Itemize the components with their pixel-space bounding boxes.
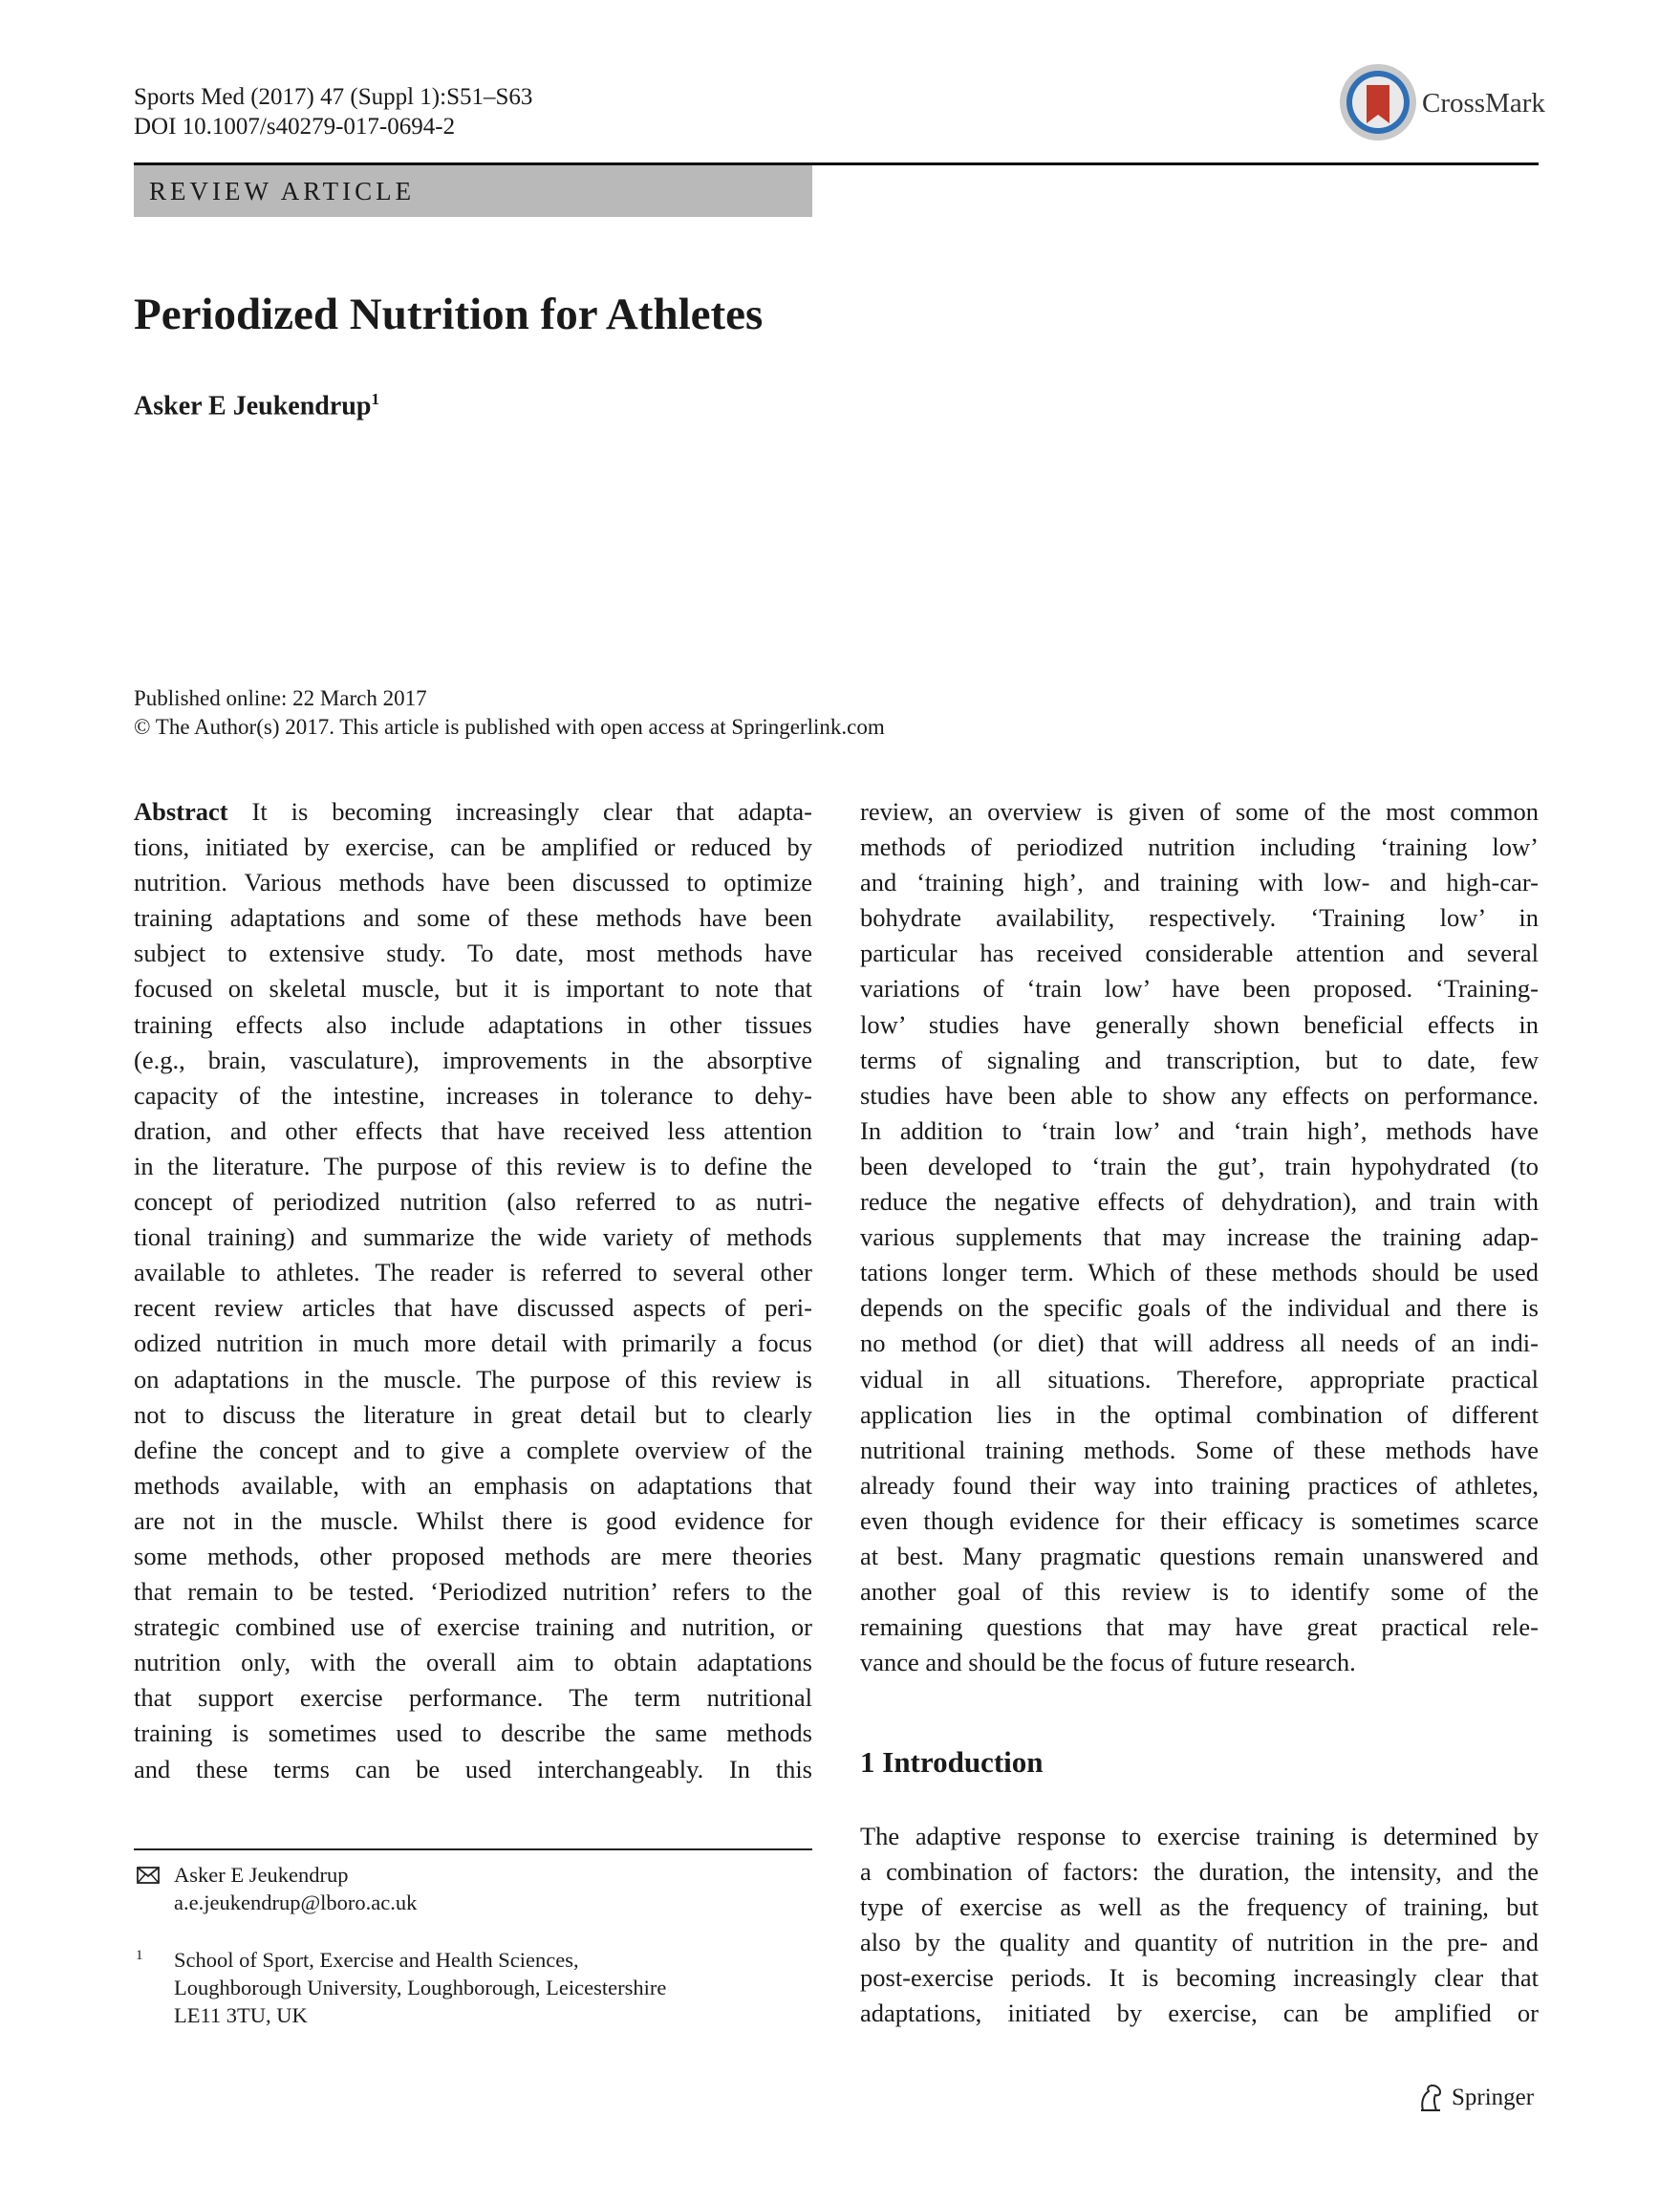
text-line: focused on skeletal muscle, but it is important to note that <box>134 974 812 1004</box>
author-line <box>134 390 379 421</box>
article-title: Periodized Nutrition for Athletes <box>134 290 764 339</box>
section-heading-introduction: 1 Introduction <box>860 1745 1044 1779</box>
author-name[interactable]: Asker E Jeukendrup <box>134 391 372 421</box>
article-type-banner: REVIEW ARTICLE <box>134 165 812 217</box>
doi: DOI 10.1007/s40279-017-0694-2 <box>134 114 456 140</box>
text-line: and these terms can be used interchangeably. In this <box>134 1754 812 1783</box>
text-line: terms of signaling and transcription, but to date, few <box>860 1045 1539 1074</box>
affiliation-number: 1 <box>136 1948 143 1963</box>
crossmark-badge[interactable] <box>1338 59 1558 145</box>
text-line: concept of periodized nutrition (also referred to as nutri- <box>134 1187 812 1217</box>
text-line: (e.g., brain, vasculature), improvements in the absorptive <box>134 1045 812 1074</box>
introduction-text <box>860 1819 1539 2032</box>
text-line: remaining questions that may have great practical rele- <box>860 1612 1539 1642</box>
text-line: depends on the specific goals of the individual and there is <box>860 1293 1539 1323</box>
text-line: studies have been able to show any effects on performance. <box>860 1080 1539 1110</box>
abstract-label: Abstract <box>134 797 228 826</box>
abstract-text: It is becoming increasingly clear that adapta- <box>251 797 812 826</box>
journal-citation-block <box>134 82 532 141</box>
affiliation-line: Loughborough University, Loughborough, Leicestershire <box>174 1976 667 1999</box>
journal-citation: Sports Med (2017) 47 (Suppl 1):S51–S63 <box>134 84 533 110</box>
text-line: already found their way into training practices of athletes, <box>860 1470 1539 1500</box>
text-line: that support exercise performance. The term nutritional <box>134 1683 812 1713</box>
text-line: nutritional training methods. Some of these methods have <box>860 1435 1539 1464</box>
text-line: training effects also include adaptations in other tissues <box>134 1009 812 1039</box>
footnote-rule <box>134 1848 812 1850</box>
text-line: reduce the negative effects of dehydration), and train with <box>860 1187 1539 1217</box>
text-line: subject to extensive study. To date, most methods have <box>134 939 812 968</box>
crossmark-label: CrossMark <box>1422 88 1545 119</box>
text-line: been developed to ‘train the gut’, train hypohydrated (to <box>860 1151 1539 1180</box>
text-line: nutrition only, with the overall aim to obtain adaptations <box>134 1648 812 1677</box>
text-line: in the literature. The purpose of this review is to define the <box>134 1151 812 1180</box>
text-line: training is sometimes used to describe the same methods <box>134 1718 812 1748</box>
published-online: Published online: 22 March 2017 <box>134 686 427 710</box>
text-line: application lies in the optimal combination of different <box>860 1399 1539 1429</box>
abstract-right-column <box>860 794 1539 1680</box>
correspondence-email[interactable]: a.e.jeukendrup@lboro.ac.uk <box>174 1891 418 1914</box>
text-line: vance and should be the focus of future research. <box>860 1648 1356 1677</box>
text-line: tional training) and summarize the wide variety of methods <box>134 1222 812 1252</box>
text-line <box>134 794 812 830</box>
text-line: variations of ‘train low’ have been proposed. ‘Training- <box>860 974 1539 1004</box>
publication-info <box>134 684 885 742</box>
text-line: no method (or diet) that will address all needs of an indi- <box>860 1329 1539 1358</box>
text-line: define the concept and to give a complete overview of the <box>134 1435 812 1464</box>
text-line: on adaptations in the muscle. The purpose of this review is <box>134 1364 812 1394</box>
correspondence-name: Asker E Jeukendrup <box>174 1863 349 1887</box>
text-line: vidual in all situations. Therefore, appropriate practical <box>860 1364 1539 1394</box>
affiliation-line: School of Sport, Exercise and Health Sciences, <box>174 1948 579 1972</box>
text-line: that remain to be tested. ‘Periodized nutrition’ refers to the <box>134 1577 812 1607</box>
text-line: strategic combined use of exercise training and nutrition, or <box>134 1612 812 1642</box>
text-line: nutrition. Various methods have been discussed to optimize <box>134 868 812 897</box>
text-line: dration, and other effects that have received less attention <box>134 1115 812 1145</box>
abstract-left-column <box>134 794 812 1787</box>
text-line: type of exercise as well as the frequency of training, but <box>860 1892 1539 1922</box>
text-line: also by the quality and quantity of nutrition in the pre- and <box>860 1928 1539 1957</box>
text-line: at best. Many pragmatic questions remain unanswered and <box>860 1541 1539 1570</box>
text-line: post-exercise periods. It is becoming increasingly clear that <box>860 1963 1539 1993</box>
author-affiliation-ref: 1 <box>371 390 379 408</box>
text-line: review, an overview is given of some of the most common <box>860 797 1539 826</box>
springer-horse-icon <box>1417 2084 1444 2112</box>
publisher-name: Springer <box>1452 2085 1535 2110</box>
crossmark-icon <box>1338 62 1418 142</box>
text-line: not to discuss the literature in great detail but to clearly <box>134 1399 812 1429</box>
text-line: methods of periodized nutrition including ‘training low’ <box>860 832 1539 862</box>
text-line: a combination of factors: the duration, the intensity, and the <box>860 1857 1539 1887</box>
text-line: methods available, with an emphasis on adaptations that <box>134 1470 812 1500</box>
text-line: and ‘training high’, and training with low- and high-car- <box>860 868 1539 897</box>
text-line: available to athletes. The reader is referred to several other <box>134 1258 812 1287</box>
text-line: particular has received considerable attention and several <box>860 939 1539 968</box>
text-line: bohydrate availability, respectively. ‘Training low’ in <box>860 903 1539 933</box>
text-line: capacity of the intestine, increases in tolerance to dehy- <box>134 1080 812 1110</box>
text-line: are not in the muscle. Whilst there is good evidence for <box>134 1505 812 1535</box>
text-line: various supplements that may increase the training adap- <box>860 1222 1539 1252</box>
text-line: recent review articles that have discussed aspects of peri- <box>134 1293 812 1323</box>
envelope-icon <box>136 1867 161 1884</box>
text-line: In addition to ‘train low’ and ‘train high’, methods have <box>860 1115 1539 1145</box>
text-line: some methods, other proposed methods are mere theories <box>134 1541 812 1570</box>
text-line: training adaptations and some of these methods have been <box>134 903 812 933</box>
text-line: adaptations, initiated by exercise, can be amplified or <box>860 1999 1539 2028</box>
text-line: tions, initiated by exercise, can be amplified or reduced by <box>134 832 812 862</box>
text-line: odized nutrition in much more detail with primarily a focus <box>134 1329 812 1358</box>
copyright-notice: © The Author(s) 2017. This article is published with open access at Springerlink.com <box>134 715 885 739</box>
text-line: low’ studies have generally shown beneficial effects in <box>860 1009 1539 1039</box>
text-line: another goal of this review is to identify some of the <box>860 1577 1539 1607</box>
publisher-logo <box>1417 2084 1534 2112</box>
affiliation-line: LE11 3TU, UK <box>174 2003 308 2027</box>
text-line: The adaptive response to exercise training is determined by <box>860 1822 1539 1850</box>
text-line: tations longer term. Which of these methods should be used <box>860 1258 1539 1287</box>
text-line: even though evidence for their efficacy is sometimes scarce <box>860 1505 1539 1535</box>
